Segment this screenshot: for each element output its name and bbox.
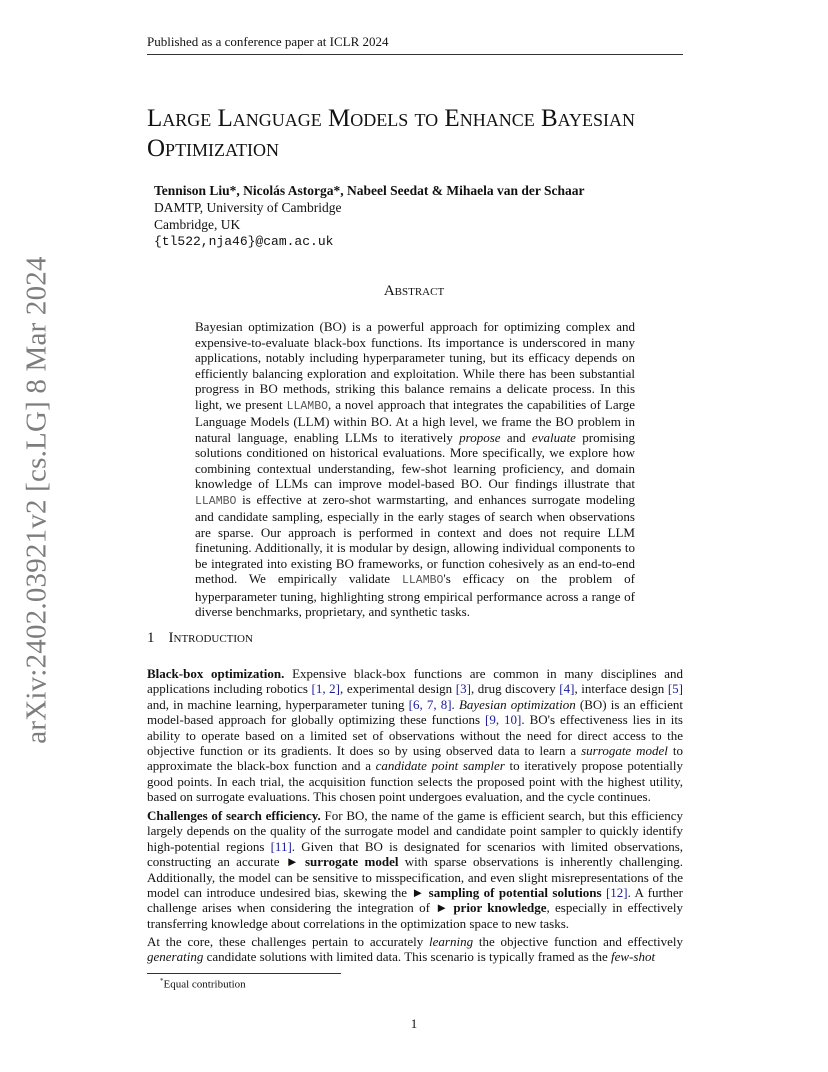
abstract-propose: propose xyxy=(459,429,501,445)
section-number: 1 xyxy=(147,630,155,646)
citation-link[interactable]: [9, 10] xyxy=(485,712,522,728)
citation-link[interactable]: [5] xyxy=(667,681,683,697)
citation-link[interactable]: [3] xyxy=(455,681,471,697)
text: , especially in effectively transferring knowledge about correlations in the optimization space to new tasks. xyxy=(147,900,683,931)
author-names: Tennison Liu*, Nicolás Astorga*, Nabeel Seedat & Mihaela van der Schaar xyxy=(154,183,585,198)
bold-marker: ► surrogate model xyxy=(285,854,399,870)
title-line-1: Large Language Models to Enhance Bayesian xyxy=(147,105,635,132)
bold-marker: ► prior knowledge xyxy=(435,900,547,916)
abstract-text-b: , a novel approach that integrates the capabilities of Large Language Models (LLM) within BO. At a high level, we frame the BO problem in natural language, enabling LLMs to iteratively xyxy=(195,396,635,445)
section-heading-introduction xyxy=(147,630,253,647)
abstract-and: and xyxy=(500,429,532,445)
abstract-text-d: is effective at zero-shot warmstarting, and enhances surrogate modeling and candidate sampling, especially in the early stages of search when observations are sparse. Our approach is performed in context and does not require LLM finetuning. Additionally, it is modular by design, allowing individual components to be integrated into existing BO frameworks, or function cohesively as an end-to-end method. We empirically validate xyxy=(195,491,635,586)
emphasis: learning xyxy=(429,934,474,949)
paragraph-lead: Challenges of search efficiency. xyxy=(147,808,321,823)
page-number: 1 xyxy=(410,1016,418,1031)
text: (BO) is an efficient model-based approach for globally optimizing these functions xyxy=(147,696,683,728)
text: , experimental design xyxy=(340,681,456,697)
llambo-name: LLAMBO xyxy=(195,494,237,508)
text: . xyxy=(451,696,459,712)
emphasis: Bayesian optimization xyxy=(458,696,576,712)
emphasis: surrogate model xyxy=(581,743,668,759)
abstract-text-a: Bayesian optimization (BO) is a powerful approach for optimizing complex and expensive-to-evaluate black-box functions. Its importance is underscored in many applications, notably including hyperparameter tuning, but its efficacy depends on efficiently balancing exploration and exploitation. While there has been substantial progress in BO methods, striking this balance remains a delicate process. In this light, we present xyxy=(195,319,635,412)
abstract-text-c: promising solutions conditioned on historical evaluations. More specifically, we explore how combining contextual understanding, few-shot learning proficiency, and domain knowledge of LLMs can improve model-based BO. Our findings illustrate that xyxy=(195,429,635,491)
text: to approximate the black-box function and a xyxy=(147,743,683,774)
text: At the core, these challenges pertain to accurately xyxy=(147,934,430,949)
text: . A further challenge arises when considering the integration of xyxy=(147,885,684,916)
citation-link[interactable]: [4] xyxy=(559,681,575,697)
citation-link[interactable]: [1, 2] xyxy=(311,681,340,697)
abstract-text-e: 's efficacy on the problem of hyperparameter tuning, highlighting strong empirical performance across a range of diverse benchmarks, proprietary, and synthetic tasks. xyxy=(195,571,635,619)
citation-link[interactable]: [6, 7, 8] xyxy=(408,696,452,712)
footnote-mark: * xyxy=(160,977,164,985)
author-affiliation: DAMTP, University of Cambridge xyxy=(154,200,342,215)
paragraph-lead: Black-box optimization. xyxy=(147,666,285,681)
arxiv-stamp: arXiv:2402.03921v2 [cs.LG] 8 Mar 2024 xyxy=(20,256,53,744)
emphasis: candidate point sampler xyxy=(375,758,505,774)
author-block xyxy=(154,182,585,250)
text: and, in machine learning, hyperparameter tuning xyxy=(147,696,409,712)
text: with sparse observations is inherently challenging. Additionally, the model can be sensitive to misspecification, and even slight misrepresentations of the model can introduce undesired bias, skewing the xyxy=(147,854,683,901)
section-title: Introduction xyxy=(168,630,253,646)
paper-title xyxy=(147,104,707,164)
paragraph-black-box xyxy=(147,666,683,805)
author-location: Cambridge, UK xyxy=(154,217,241,232)
llambo-name: LLAMBO xyxy=(286,399,329,413)
footnote-rule xyxy=(147,973,341,974)
abstract-heading: Abstract xyxy=(383,283,445,299)
citation-link[interactable]: [12] xyxy=(605,885,628,901)
emphasis: few-shot xyxy=(611,949,656,965)
text: to iteratively propose potentially good points. In each trial, the acquisition function selects the proposed point with the highest utility, based on surrogate evaluations. This chosen point undergoes evaluation, and the cycle continues. xyxy=(147,758,683,805)
footnote-text: Equal contribution xyxy=(163,978,246,991)
author-email: {tl522,nja46}@cam.ac.uk xyxy=(154,234,334,249)
text: . BO's effectiveness lies in its ability to operate based on a limited set of observations without the need for direct access to the objective function or its gradients. It does so by using observed data to learn a xyxy=(147,712,683,759)
citation-link[interactable]: [11] xyxy=(270,838,292,854)
title-line-2: Optimization xyxy=(147,135,280,162)
abstract-body xyxy=(195,319,635,620)
bold-marker: ► sampling of potential solutions xyxy=(411,885,602,901)
text: Expensive black-box functions are common in many disciplines and applications including robotics xyxy=(147,666,683,697)
footnote xyxy=(160,977,246,991)
text: candidate solutions with limited data. This scenario is typically framed as the xyxy=(203,949,612,965)
llambo-name: LLAMBO xyxy=(401,574,444,587)
header-rule xyxy=(147,54,683,55)
text: , interface design xyxy=(574,681,668,697)
emphasis: generating xyxy=(147,949,204,965)
text: For BO, the name of the game is efficient search, but this efficiency largely depends on the quality of the surrogate model and candidate point sampler to quickly identify high-potential regions xyxy=(147,808,683,854)
text: the objective function and effectively xyxy=(473,934,683,949)
text: . Given that BO is designated for scenarios with limited observations, constructing an accurate xyxy=(147,838,683,870)
abstract-evaluate: evaluate xyxy=(531,429,576,445)
paragraph-challenges xyxy=(147,808,683,931)
text: , drug discovery xyxy=(470,681,560,697)
paragraph-core xyxy=(147,934,683,965)
running-header: Published as a conference paper at ICLR 2024 xyxy=(147,34,389,49)
